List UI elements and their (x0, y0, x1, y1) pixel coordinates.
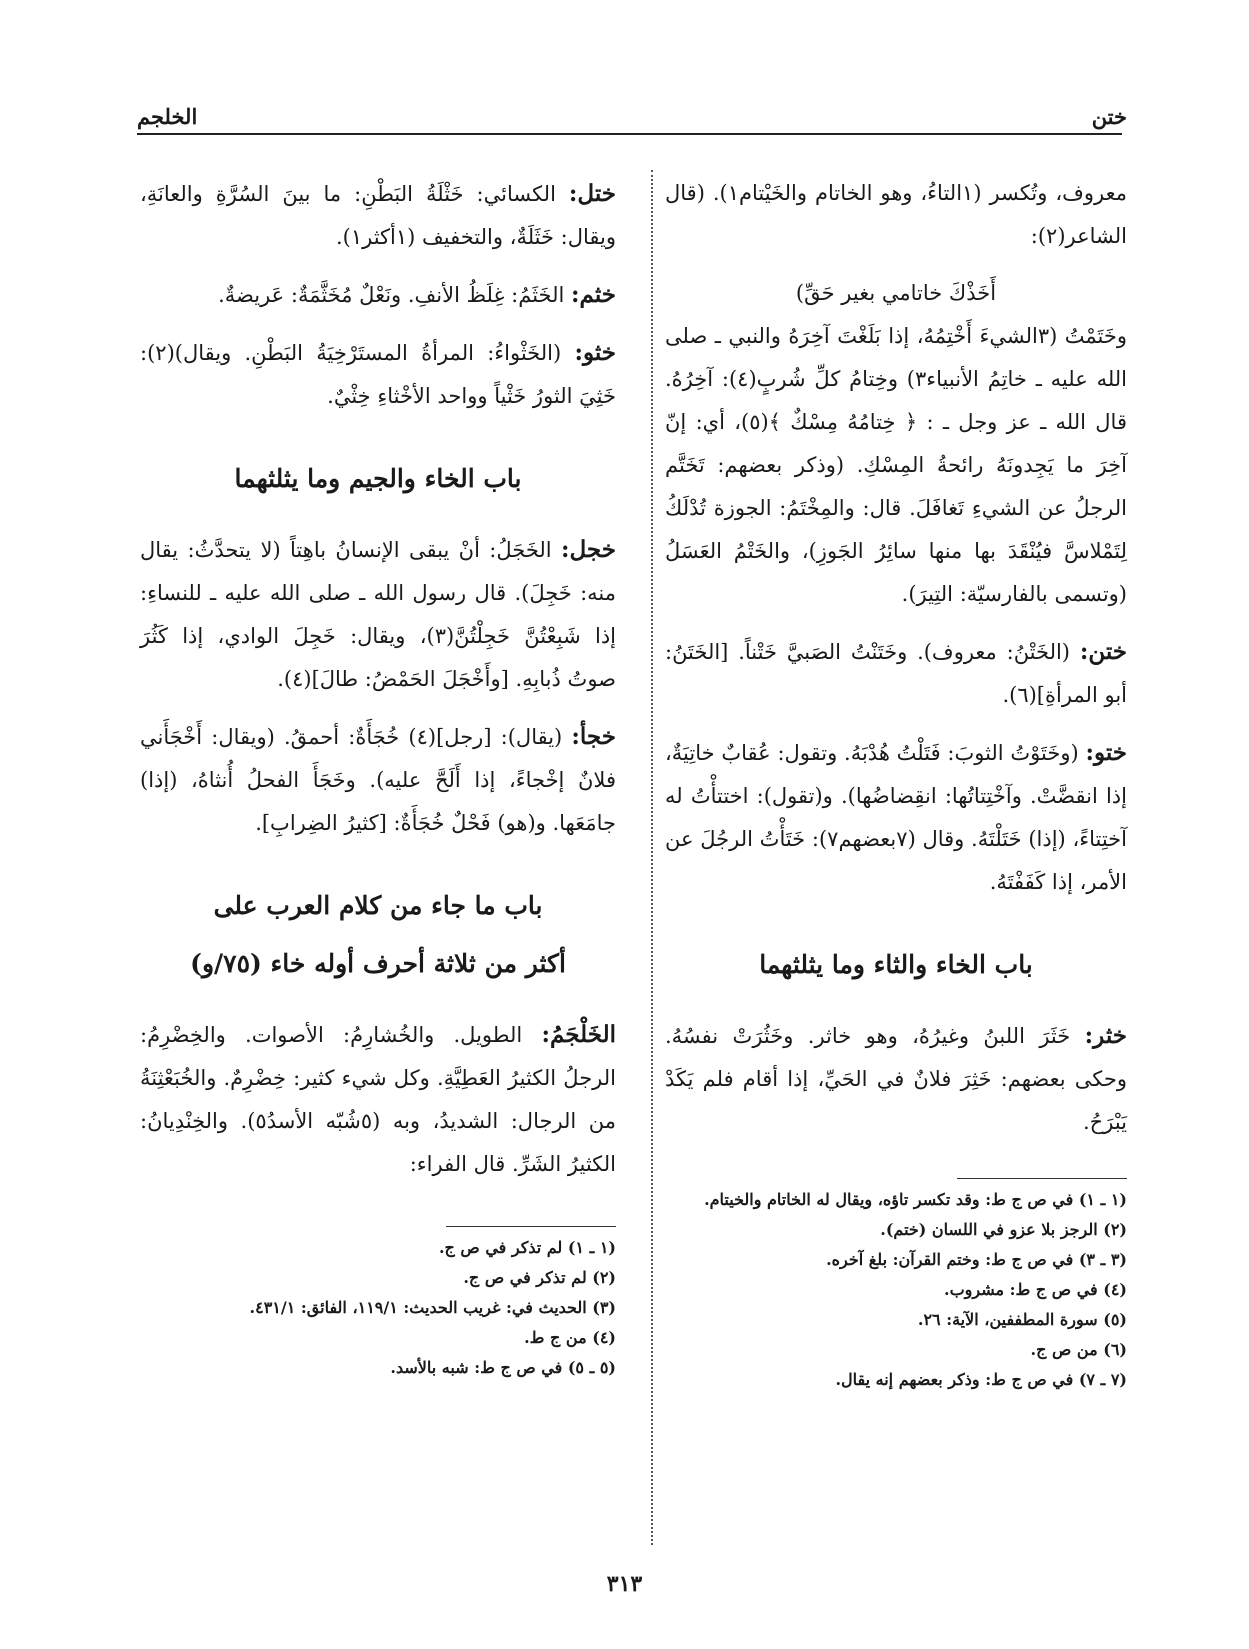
headword-khatal: ختل: (568, 180, 616, 207)
entry-khaja (140, 715, 616, 845)
entry-khaljam (140, 1013, 616, 1186)
page-number: ٣١٣ (606, 1571, 643, 1597)
header-rule (137, 133, 1122, 135)
entry-khathar (665, 1014, 1127, 1144)
footnote: (٣ ـ ٣) في ص ج ط: وختم القرآن: بلغ آخره. (826, 1250, 1127, 1269)
left-footnotes (140, 1226, 616, 1383)
headword-khajil: خجل: (561, 536, 616, 563)
headword-khathar: خثر: (1084, 1022, 1127, 1049)
entry-khatham-text: الخَثَمُ: غِلَظُ الأنفِ. ونَعْلٌ مُخَثَّمَةٌ: عَريضةٌ. (218, 283, 565, 307)
running-header-right: ختن (1091, 104, 1127, 129)
entry-khatham (140, 273, 616, 317)
entry-khatw-text: (وخَتَوْتُ الثوبَ: فَتَلْتُ هُدْبَهُ. وتقول: عُقابٌ خاتِيَةٌ، إذا انقضَّتْ. وآخْتِتاتُها: انقِضاضُها). و(تقول): اختتأْتُ له آختِتاءً، (إذا) خَتَلْتَهُ. وقال (٧بعضهم٧): خَتَأْتُ الرجُلَ عن الأمر، إذا كَفَفْتَهُ. (665, 741, 1127, 894)
left-column (140, 172, 616, 1383)
right-footnotes (665, 1178, 1127, 1395)
entry-khathw (140, 331, 616, 418)
headword-khaja: خجأ: (571, 723, 616, 750)
entry-khajil-text: الخَجَلُ: أنْ يبقى الإنسانُ باهِتاً (لا يتحدَّثُ: يقال منه: خَجِلَ). قال رسول الله ـ صلى الله عليه ـ للنساءِ: إذا شَبِعْتُنَّ خَجِلْتُنَّ(٣)، ويقال: خَجِلَ الوادي، إذا كَثُرَ صوتُ ذُبابِهِ. [وأَخْجَلَ الحَمْضُ: طالَ](٤). (140, 538, 617, 691)
entry-khajil (140, 528, 616, 701)
section-title-more-than-three-line2: أكثر من ثلاثة أحرف أوله خاء (٧٥/و) (190, 949, 566, 978)
section-title-more-than-three-line1: باب ما جاء من كلام العرب على (213, 891, 543, 920)
footnote: (٤) من ج ط. (524, 1328, 616, 1347)
footnote: (٤) في ص ج ط: مشروب. (944, 1280, 1127, 1299)
entry-khatal-text: الكسائي: خَثْلَةُ البَطْنِ: ما بينَ السُرَّةِ والعانَةِ، ويقال: خَثَلَةٌ، والتخفيف (١أكثر١). (140, 182, 616, 249)
headword-khatham: خثم: (571, 281, 616, 308)
entry-khathw-text: (الخَثْواءُ: المرأةُ المستَرْخِيَةُ البَطْنِ. ويقال)(٢): خَثِيَ الثورُ خَثْياً وواحد الأخْثاءِ خِثْيٌ. (140, 341, 616, 408)
footnote-rule (446, 1226, 616, 1227)
footnote: (٣) الحديث في: غريب الحديث: ١١٩/١، الفائق: ٤٣١/١. (249, 1298, 616, 1317)
footnote: (١ ـ ١) لم تذكر في ص ج. (438, 1238, 616, 1257)
entry-khatan-text: (الخَتْنُ: معروف). وخَتَنْتُ الصَبيَّ خَتْناً. [الخَتَنُ: أبو المرأةِ](٦). (665, 640, 1127, 707)
headword-khathw: خثو: (574, 339, 616, 366)
headword-khatw: ختو: (1085, 739, 1127, 766)
footnote: (٥ ـ ٥) في ص ج ط: شبه بالأسد. (390, 1358, 616, 1377)
section-title-khaa-thaa: باب الخاء والثاء وما يثلثهما (759, 950, 1033, 979)
footnote: (٢) لم تذكر في ص ج. (463, 1268, 616, 1287)
column-divider (651, 170, 653, 1545)
footnote: (٦) من ص ج. (1030, 1340, 1127, 1359)
entry-khatan (665, 630, 1127, 717)
footnote: (٥) سورة المطففين، الآية: ٢٦. (917, 1310, 1127, 1329)
headword-khatan: ختن: (1079, 638, 1128, 665)
footnote: (٢) الرجز بلا عزو في اللسان (ختم). (880, 1220, 1127, 1239)
running-header-left: الخلجم (137, 104, 198, 129)
entry-khatam-continued: معروف، وتُكسر (١التاءُ، وهو الخاتام والخَيْتام١). (قال الشاعر(٢): (665, 181, 1127, 248)
entry-khatam-text: وخَتَمْتُ (٣الشيءَ أَخْتِمُهُ، إذا بَلَغْتَ آخِرَهُ والنبي ـ صلى الله عليه ـ خاتِمُ الأنبياء٣) وخِتامُ كلِّ شُربٍ(٤): آخِرُهُ. قال الله ـ عز وجل ـ : ﴿ خِتامُهُ مِسْكٌ ﴾(٥)، أي: إنّ آخِرَ ما يَجِدونَهُ رائحةُ المِسْكِ. (وذكر بعضهم: تَخَتَّم الرجلُ عن الشيءِ تَغافَلَ. قال: والمِخْتَمُ: الجوزة تُدْلَكُ لِتَمْلاسَّ فيُنْقَدَ بها منها سائِرُ الجَوزِ)، والخَتْمُ العَسَلُ (وتسمى بالفارسيّة: التِيرَ). (665, 324, 1128, 606)
entry-khaja-text: (يقال): [رجل](٤) خُجَأَةٌ: أحمقُ. (ويقال: أَخْجَأَني فلانٌ إخْجاءً، إذا أَلَحَّ عليه). وخَجَأَ الفحلُ أُنثاهُ، (إذا) جامَعَها. و(هو) فَحْلٌ خُجَأَةٌ: [كثيرُ الضِرابِ]. (140, 725, 616, 835)
right-column (665, 172, 1127, 1395)
footnote: (١ ـ ١) في ص ج ط: وقد تكسر تاؤه، ويقال له الخاتام والخيتام. (704, 1190, 1127, 1209)
entry-khaljam-text: الطويل. والخُشارِمُ: الأصوات. والخِضْرِمُ: الرجلُ الكثيرُ العَطِيَّةِ. وكل شيء كثير: خِضْرِمٌ. والخُبَعْثِنَةُ من الرجال: الشديدُ، وبه (٥شُبّه الأسدُ٥). والخِنْدِيانُ: الكثيرُ الشَرِّ. قال الفراء: (140, 1023, 617, 1176)
footnote-rule (957, 1178, 1127, 1179)
entry-khatal (140, 172, 616, 259)
headword-khaljam: الخَلْجَمُ: (541, 1021, 616, 1048)
section-title-khaa-jeem: باب الخاء والجيم وما يثلثهما (234, 464, 522, 493)
footnote: (٧ ـ ٧) في ص ج ط: وذكر بعضهم إنه يقال. (835, 1370, 1127, 1389)
entry-khatw (665, 731, 1127, 904)
entry-khathar-text: خَثَرَ اللبنُ وغيرُهُ، وهو خاثر. وخَثُرَتْ نفسُهُ. وحكى بعضهم: خَثِرَ فلانٌ في الحَيِّ، إذا أقام فلم يَكَدْ يَبْرَحُ. (665, 1024, 1127, 1134)
verse-line: أَخَذْكَ خاتامي بغير حَقِّ) (795, 281, 997, 305)
